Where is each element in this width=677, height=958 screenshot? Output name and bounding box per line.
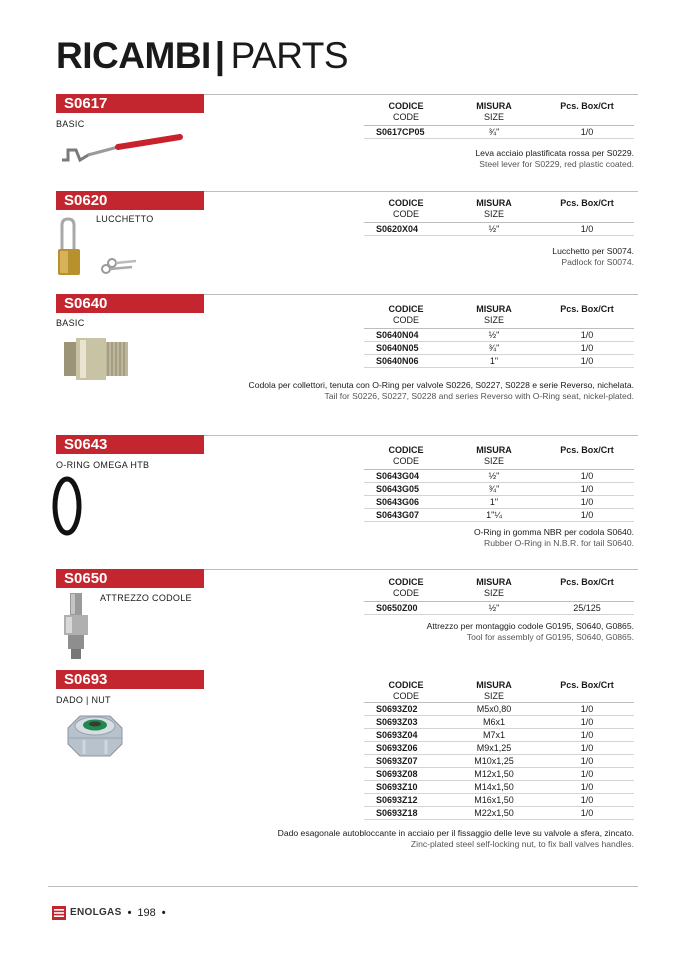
table-row: S0693Z08 M12x1,50 1/0	[364, 768, 634, 781]
page-footer	[52, 906, 166, 920]
page-number: 198	[137, 907, 156, 919]
table-row: S0617CP05 ¾" 1/0	[364, 126, 634, 139]
product-section-s0693	[56, 670, 638, 860]
table-body	[364, 222, 634, 236]
table-row: S0643G04 ½" 1/0	[364, 470, 634, 483]
product-section-s0640	[56, 294, 638, 414]
product-description: Leva acciaio plastificata rossa per S0229. Steel lever for S0229, red plastic coated.	[475, 148, 634, 169]
product-code-label: S0693	[56, 670, 204, 689]
product-code-label: S0640	[56, 294, 204, 313]
page-title	[56, 34, 348, 78]
hex-nut-icon	[62, 710, 128, 760]
header-pcs: Pcs. Box/Crt	[560, 304, 614, 314]
product-section-s0620	[56, 191, 638, 291]
header-code: CODICE CODE	[388, 680, 424, 701]
product-description: Lucchetto per S0074. Padlock for S0074.	[552, 246, 634, 267]
product-description: O-Ring in gomma NBR per codola S0640. Rubber O-Ring in N.B.R. for tail S0640.	[473, 527, 634, 548]
table-row: S0693Z07 M10x1,25 1/0	[364, 755, 634, 768]
header-code: CODICE CODE	[388, 577, 424, 598]
header-pcs: Pcs. Box/Crt	[560, 198, 614, 208]
enolgas-logo-icon	[52, 906, 66, 920]
product-variant: DADO | NUT	[56, 695, 111, 705]
header-code: CODICE CODE	[388, 304, 424, 325]
product-section-s0643	[56, 435, 638, 563]
product-description: Dado esagonale autobloccante in acciaio per il fissaggio delle leve su valvole a sfera, zincato. Zinc-plated steel self-locking nut, to fix ball valves handles.	[277, 828, 634, 849]
footer-bullet-left: •	[127, 907, 132, 919]
title-italian: RICAMBI	[56, 35, 211, 76]
product-variant: O-RING OMEGA HTB	[56, 460, 150, 470]
assembly-tool-icon	[60, 591, 94, 661]
product-code-label: S0650	[56, 569, 204, 588]
product-section-s0650	[56, 569, 638, 665]
table-row: S0643G05 ¾" 1/0	[364, 483, 634, 496]
table-body	[364, 469, 634, 522]
o-ring-icon	[50, 475, 84, 537]
table-body	[364, 125, 634, 139]
lever-icon	[60, 134, 188, 168]
table-row: S0693Z10 M14x1,50 1/0	[364, 781, 634, 794]
table-row: S0650Z00 ½" 25/125	[364, 602, 634, 615]
table-row: S0693Z06 M9x1,25 1/0	[364, 742, 634, 755]
title-separator: |	[214, 35, 225, 76]
header-size: MISURA SIZE	[476, 445, 512, 466]
padlock-icon	[56, 217, 140, 279]
product-section-s0617	[56, 94, 638, 186]
table-row: S0693Z18 M22x1,50 1/0	[364, 807, 634, 820]
product-code-label: S0617	[56, 94, 204, 113]
header-pcs: Pcs. Box/Crt	[560, 577, 614, 587]
header-size: MISURA SIZE	[476, 198, 512, 219]
table-row: S0693Z04 M7x1 1/0	[364, 729, 634, 742]
title-english: PARTS	[230, 35, 349, 76]
table-body	[364, 702, 634, 820]
table-row: S0640N05 ¾" 1/0	[364, 342, 634, 355]
product-variant: BASIC	[56, 119, 85, 129]
product-code-label: S0620	[56, 191, 204, 210]
table-row: S0693Z02 M5x0,80 1/0	[364, 703, 634, 716]
header-code: CODICE CODE	[388, 198, 424, 219]
table-row: S0693Z03 M6x1 1/0	[364, 716, 634, 729]
product-code-label: S0643	[56, 435, 204, 454]
header-pcs: Pcs. Box/Crt	[560, 445, 614, 455]
footer-bullet-right: •	[161, 907, 166, 919]
header-code: CODICE CODE	[388, 445, 424, 466]
header-size: MISURA SIZE	[476, 577, 512, 598]
table-body	[364, 328, 634, 368]
footer-divider	[48, 886, 638, 887]
header-pcs: Pcs. Box/Crt	[560, 680, 614, 690]
table-row: S0693Z12 M16x1,50 1/0	[364, 794, 634, 807]
table-row: S0643G06 1" 1/0	[364, 496, 634, 509]
product-description: Attrezzo per montaggio codole G0195, S0640, G0865. Tool for assembly of G0195, S0640, G0865.	[426, 621, 634, 642]
table-row: S0640N06 1" 1/0	[364, 355, 634, 368]
header-size: MISURA SIZE	[476, 304, 512, 325]
header-pcs: Pcs. Box/Crt	[560, 101, 614, 111]
header-size: MISURA SIZE	[476, 680, 512, 701]
table-body	[364, 601, 634, 615]
product-variant: BASIC	[56, 318, 85, 328]
product-variant: ATTREZZO CODOLE	[100, 593, 192, 603]
table-row: S0643G07 1"¼ 1/0	[364, 509, 634, 522]
header-size: MISURA SIZE	[476, 101, 512, 122]
tail-fitting-icon	[62, 334, 132, 382]
table-row: S0640N04 ½" 1/0	[364, 329, 634, 342]
footer-brand: ENOLGAS	[70, 907, 122, 918]
table-row: S0620X04 ½" 1/0	[364, 223, 634, 236]
product-description: Codola per collettori, tenuta con O-Ring per valvole S0226, S0227, S0228 e serie Reverso, nichelata. Tail for S0226, S0227, S0228 and series Reverso with O-Ring seat, nickel-plated.	[248, 380, 634, 401]
header-code: CODICE CODE	[388, 101, 424, 122]
product-variant: LUCCHETTO	[96, 214, 154, 224]
